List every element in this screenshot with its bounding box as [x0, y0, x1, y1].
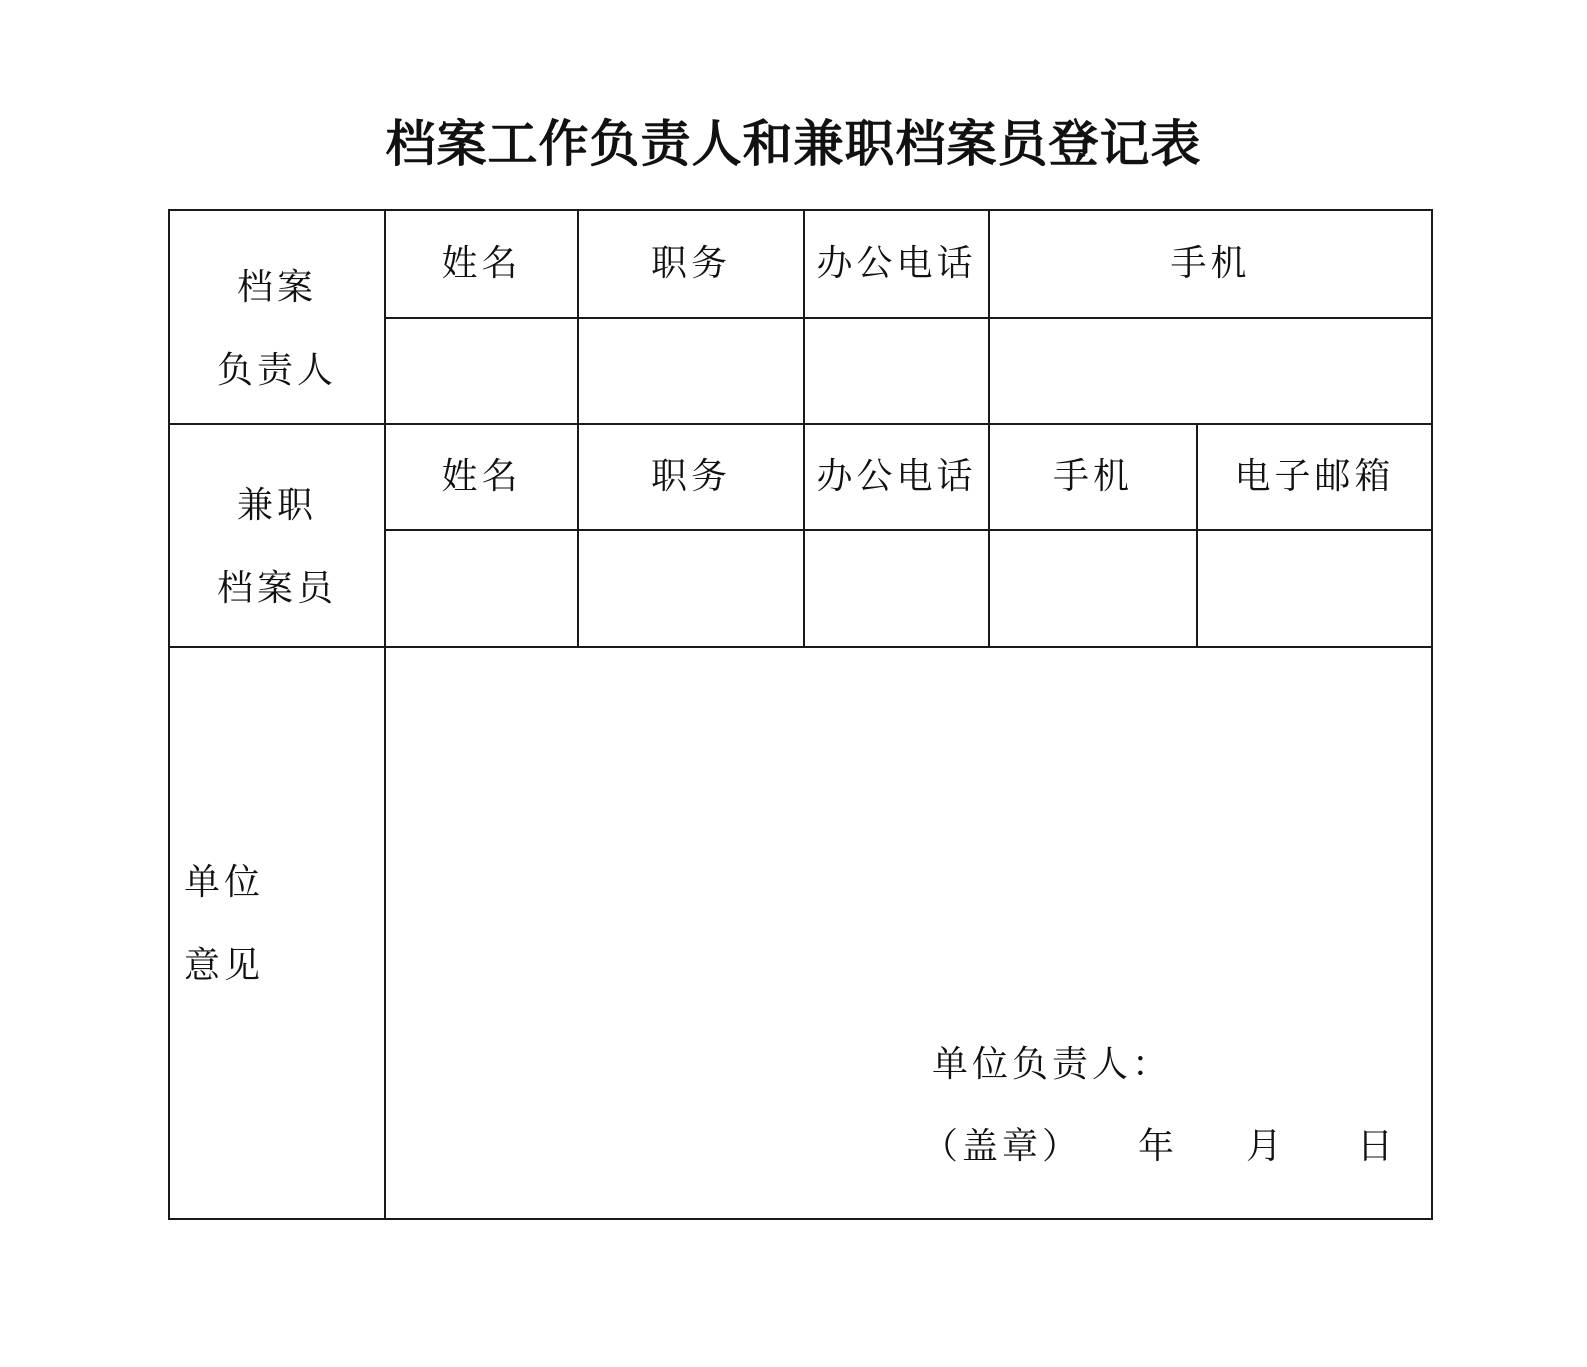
archive-head-label-line2: 负责人: [216, 350, 337, 391]
archivist-mobile-header: 手机: [1052, 456, 1133, 497]
archive-head-name-header: 姓名: [441, 243, 522, 284]
unit-head-signature-label: 单位负责人：: [932, 1044, 1173, 1085]
archivist-mobile-field[interactable]: [990, 531, 1196, 646]
archive-head-position-header: 职务: [650, 243, 731, 284]
archivist-name-field[interactable]: [386, 531, 577, 646]
archivist-position-header: 职务: [650, 456, 731, 497]
registration-table: [168, 209, 1433, 1220]
archive-head-office-phone-header: 办公电话: [816, 243, 977, 284]
archivist-label-line1: 兼职: [236, 484, 317, 526]
archive-head-mobile-header: 手机: [1170, 243, 1251, 284]
unit-opinion-label: [184, 841, 264, 1007]
year-label: 年: [1138, 1126, 1179, 1167]
archivist-label: [170, 447, 384, 646]
unit-opinion-label-line1: 单位: [184, 862, 265, 903]
archive-head-label-line1: 档案: [236, 267, 317, 308]
archivist-name-header: 姓名: [441, 456, 522, 497]
unit-opinion-label-line2: 意见: [184, 945, 265, 986]
archivist-office-phone-header: 办公电话: [816, 456, 977, 497]
month-label: 月: [1246, 1126, 1287, 1167]
archive-head-label: [170, 235, 384, 423]
seal-label: （盖章）: [922, 1126, 1083, 1167]
archive-head-position-field[interactable]: [579, 319, 803, 423]
form-title: 档案工作负责人和兼职档案员登记表: [385, 114, 1202, 173]
archivist-email-header: 电子邮箱: [1234, 456, 1395, 497]
day-label: 日: [1357, 1126, 1398, 1167]
archivist-office-phone-field[interactable]: [805, 531, 988, 646]
archive-head-mobile-field[interactable]: [990, 319, 1431, 423]
archivist-email-field[interactable]: [1198, 531, 1431, 646]
archivist-label-line2: 档案员: [216, 567, 337, 609]
archive-head-office-phone-field[interactable]: [805, 319, 988, 423]
unit-opinion-field[interactable]: [386, 648, 1431, 1038]
archive-head-name-field[interactable]: [386, 319, 577, 423]
archivist-position-field[interactable]: [579, 531, 803, 646]
